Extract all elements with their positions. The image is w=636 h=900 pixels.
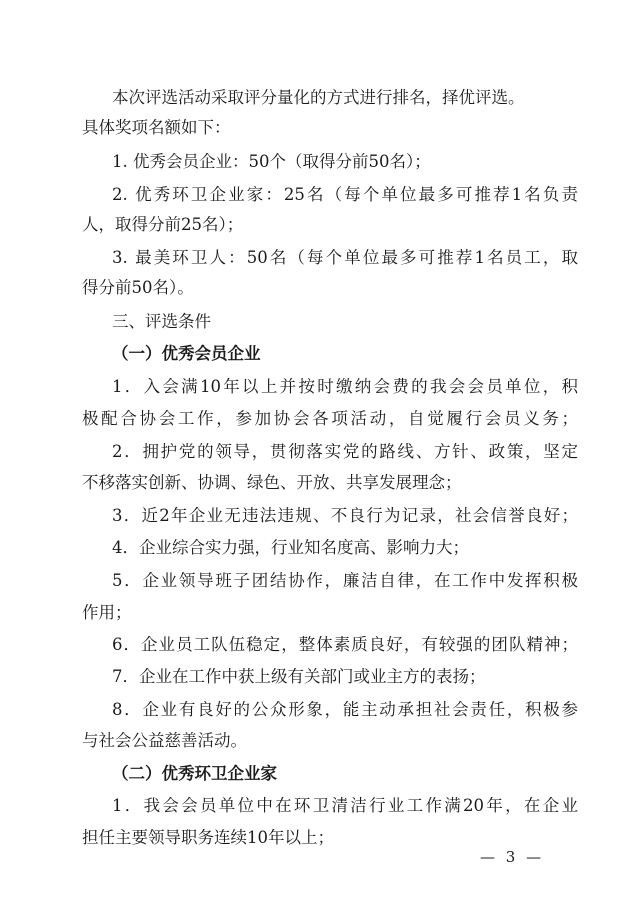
subsection-heading: （一）优秀会员企业 <box>112 344 261 363</box>
section-heading: 三、评选条件 <box>112 312 211 331</box>
list-item-line: 7．企业在工作中获上级有关部门或业主方的表扬； <box>112 667 486 686</box>
list-item-line: 作用； <box>82 603 132 622</box>
page-number: — 3 — <box>480 848 545 866</box>
list-item-line: 不移落实创新、协调、绿色、开放、共享发展理念； <box>82 473 462 492</box>
list-item-line: 3. 最美环卫人：50名（每个单位最多可推荐1名员工，取 <box>112 248 578 267</box>
list-item-line: 担任主要领导职务连续10年以上； <box>82 828 334 847</box>
list-item-line: 1．入会满10年以上并按时缴纳会费的我会会员单位，积 <box>112 377 578 396</box>
list-item-line: 8．企业有良好的公众形象，能主动承担社会责任，积极参 <box>112 700 578 719</box>
list-item-line: 1. 优秀会员企业：50个（取得分前50名）； <box>112 152 431 171</box>
subsection-heading: （二）优秀环卫企业家 <box>112 764 277 783</box>
paragraph-line: 具体奖项名额如下： <box>82 118 231 137</box>
paragraph-line: 本次评选活动采取评分量化的方式进行排名，择优评选。 <box>112 88 525 107</box>
list-item-line: 1．我会会员单位中在环卫清洁行业工作满20年，在企业 <box>112 796 578 815</box>
list-item-line: 与社会公益慈善活动。 <box>82 731 247 750</box>
list-item-line: 人，取得分前25名）； <box>82 215 244 234</box>
list-item-line: 2．拥护党的领导，贯彻落实党的路线、方针、政策，坚定 <box>112 442 578 461</box>
list-item-line: 2. 优秀环卫企业家：25名（每个单位最多可推荐1名负责 <box>112 185 578 204</box>
list-item-line: 4．企业综合实力强，行业知名度高、影响力大； <box>112 538 469 557</box>
list-item-line: 3．近2年企业无违法违规、不良行为记录，社会信誉良好； <box>112 506 578 525</box>
list-item-line: 得分前50名）。 <box>82 278 194 297</box>
list-item-line: 极配合协会工作，参加协会各项活动，自觉履行会员义务； <box>82 409 578 428</box>
list-item-line: 6．企业员工队伍稳定，整体素质良好，有较强的团队精神； <box>112 635 578 654</box>
list-item-line: 5．企业领导班子团结协作，廉洁自律，在工作中发挥积极 <box>112 571 578 590</box>
